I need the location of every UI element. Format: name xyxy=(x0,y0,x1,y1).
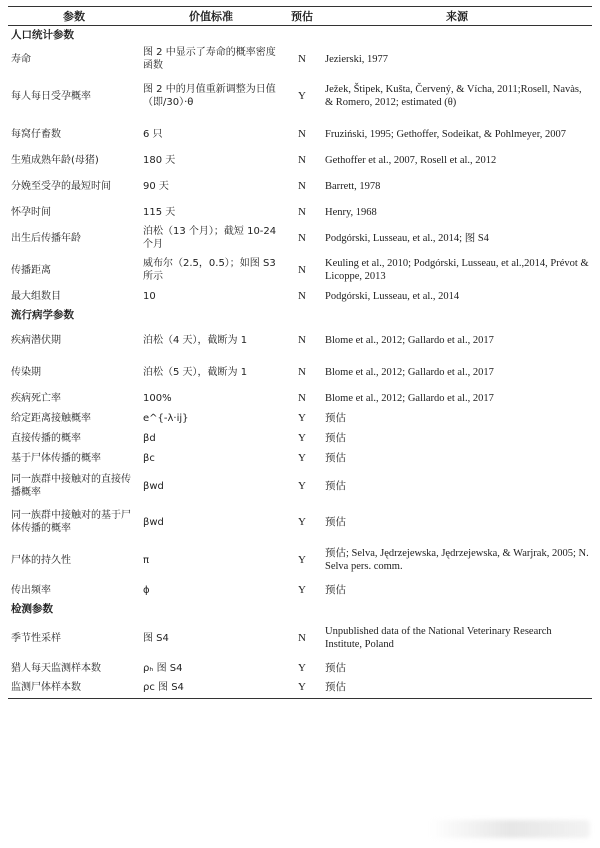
param-cell: 出生后传播年龄 xyxy=(11,232,81,244)
table-row xyxy=(8,118,592,150)
table-row xyxy=(8,540,592,580)
param-cell: 基于尸体传播的概率 xyxy=(11,452,101,464)
source-cell: Blome et al., 2012; Gallardo et al., 2017 xyxy=(325,392,494,404)
estimated-cell: N xyxy=(298,52,306,65)
source-cell: Henry, 1968 xyxy=(325,206,377,218)
source-cell: Unpublished data of the National Veterinary Research Institute, Poland xyxy=(325,626,552,650)
table-body xyxy=(8,26,592,699)
value-cell: βwd xyxy=(143,516,164,528)
table-row xyxy=(8,504,592,540)
value-cell: 10 xyxy=(143,290,156,302)
table-row xyxy=(8,408,592,428)
source-cell: 预估 xyxy=(325,516,346,528)
table-row xyxy=(8,678,592,698)
value-cell: 图 2 中显示了寿命的概率密度函数 xyxy=(143,47,276,71)
param-cell: 直接传播的概率 xyxy=(11,432,81,444)
param-cell: 尸体的持久性 xyxy=(11,554,71,566)
param-cell: 寿命 xyxy=(11,53,31,65)
section-header-row xyxy=(8,600,592,618)
value-cell: ρc 图 S4 xyxy=(140,678,282,698)
value-cell: e^{-λ·ij} xyxy=(143,412,189,424)
source-cell: 预估; Selva, Jędrzejewska, Jędrzejewska, & Warjrak, 2005; N. Selva pers. comm. xyxy=(325,548,589,572)
value-cell: βd xyxy=(143,432,156,444)
value-cell: 图 S4 xyxy=(143,632,169,644)
param-cell: 猎人每天监测样本数 xyxy=(11,662,101,674)
source-cell: Jezierski, 1977 xyxy=(325,53,388,65)
source-cell: Podgórski, Lusseau, et al., 2014; 图 S4 xyxy=(325,232,489,244)
value-cell: 泊松（4 天），截断为 1 xyxy=(143,334,248,346)
param-cell: 分娩至受孕的最短时间 xyxy=(11,180,111,192)
source-cell: 预估 xyxy=(325,662,346,674)
estimated-cell: Y xyxy=(298,515,306,528)
table-row xyxy=(8,74,592,118)
section-title: 人口统计参数 xyxy=(11,29,74,41)
blurred-watermark xyxy=(430,820,590,838)
source-cell: Fruziński, 1995; Gethoffer, Sodeikat, & Pohlmeyer, 2007 xyxy=(325,128,567,140)
value-cell: 90 天 xyxy=(143,180,169,192)
value-cell: 威布尔（2.5，0.5）；如图 S3 所示 xyxy=(143,258,276,282)
table-header-row xyxy=(8,7,592,26)
source-cell: 预估 xyxy=(325,412,346,424)
value-cell: 6 只 xyxy=(143,128,163,140)
parameter-table-document xyxy=(8,6,592,699)
estimated-cell: Y xyxy=(298,661,306,674)
table-row xyxy=(8,618,592,658)
param-cell: 监测尸体样本数 xyxy=(8,678,140,698)
section-header-row xyxy=(8,26,592,45)
source-cell: 预估 xyxy=(325,480,346,492)
estimated-cell: N xyxy=(298,365,306,378)
estimated-cell: Y xyxy=(298,583,306,596)
param-cell: 传出频率 xyxy=(11,584,51,596)
estimated-cell: N xyxy=(298,179,306,192)
param-cell: 季节性采样 xyxy=(11,632,61,644)
section-header-row xyxy=(8,306,592,324)
table-row xyxy=(8,202,592,222)
header-source: 来源 xyxy=(322,7,592,26)
section-title: 流行病学参数 xyxy=(11,309,74,321)
header-value: 价值标准 xyxy=(140,7,282,26)
table-row xyxy=(8,448,592,468)
table-row xyxy=(8,468,592,504)
header-estimated: 预估 xyxy=(282,7,322,26)
source-cell: Podgórski, Lusseau, et al., 2014 xyxy=(325,290,460,302)
estimated-cell: N xyxy=(298,391,306,404)
table-row xyxy=(8,388,592,408)
estimated-cell: N xyxy=(298,231,306,244)
param-cell: 给定距离接触概率 xyxy=(11,412,91,424)
value-cell: βc xyxy=(143,452,155,464)
param-cell: 传染期 xyxy=(11,366,41,378)
param-cell: 同一族群中接触对的直接传播概率 xyxy=(11,474,131,498)
table-row xyxy=(8,170,592,202)
param-cell: 传播距离 xyxy=(11,264,51,276)
section-title: 检测参数 xyxy=(11,603,53,615)
estimated-cell: Y xyxy=(298,451,306,464)
table-row xyxy=(8,254,592,286)
table-row xyxy=(8,150,592,170)
value-cell: π xyxy=(143,554,150,566)
table-row xyxy=(8,580,592,600)
value-cell: 泊松（13 个月）；截短 10-24 个月 xyxy=(143,226,277,250)
estimated-cell: N xyxy=(298,263,306,276)
source-cell: 预估 xyxy=(325,452,346,464)
param-cell: 每人每日受孕概率 xyxy=(11,90,91,102)
estimated-cell: N xyxy=(298,153,306,166)
source-cell: 预估 xyxy=(325,432,346,444)
estimated-cell: Y xyxy=(298,411,306,424)
estimated-cell: N xyxy=(298,289,306,302)
param-cell: 怀孕时间 xyxy=(11,206,51,218)
estimated-cell: Y xyxy=(298,553,306,566)
estimated-cell: N xyxy=(298,631,306,644)
value-cell: 泊松（5 天），截断为 1 xyxy=(143,366,248,378)
value-cell: ρₕ 图 S4 xyxy=(143,662,183,674)
table-row xyxy=(8,286,592,306)
value-cell: 115 天 xyxy=(143,206,176,218)
table-row xyxy=(8,44,592,74)
table-row xyxy=(8,658,592,678)
parameter-table xyxy=(8,6,592,699)
value-cell: 100% xyxy=(143,392,172,404)
param-cell: 疾病死亡率 xyxy=(11,392,61,404)
table-row xyxy=(8,428,592,448)
value-cell: βwd xyxy=(143,480,164,492)
estimated-cell: N xyxy=(298,333,306,346)
source-cell: Gethoffer et al., 2007, Rosell et al., 2012 xyxy=(325,154,497,166)
source-cell: 预估 xyxy=(322,678,592,698)
param-cell: 同一族群中接触对的基于尸体传播的概率 xyxy=(11,510,131,534)
value-cell: 180 天 xyxy=(143,154,176,166)
source-cell: Barrett, 1978 xyxy=(325,180,381,192)
param-cell: 生殖成熟年龄(母猪) xyxy=(11,154,99,166)
table-row xyxy=(8,356,592,388)
source-cell: Keuling et al., 2010; Podgórski, Lusseau, et al.,2014, Prévot & Licoppe, 2013 xyxy=(325,258,589,282)
source-cell: Blome et al., 2012; Gallardo et al., 2017 xyxy=(325,366,494,378)
source-cell: Ježek, Štipek, Kušta, Červený, & Vícha, 2011;Rosell, Navàs, & Romero, 2012; estimated (θ) xyxy=(325,84,582,108)
param-cell: 每窝仔畜数 xyxy=(11,128,61,140)
source-cell: 预估 xyxy=(325,584,346,596)
estimated-cell: Y xyxy=(298,431,306,444)
param-cell: 最大组数目 xyxy=(11,290,61,302)
estimated-cell: Y xyxy=(298,479,306,492)
estimated-cell: Y xyxy=(298,89,306,102)
header-param: 参数 xyxy=(8,7,140,26)
value-cell: ϕ xyxy=(143,584,150,596)
value-cell: 图 2 中的月值重新调整为日值（即/30）·θ xyxy=(143,84,276,108)
table-row xyxy=(8,324,592,356)
param-cell: 疾病潜伏期 xyxy=(11,334,61,346)
table-row xyxy=(8,222,592,254)
estimated-cell: N xyxy=(298,205,306,218)
estimated-cell: Y xyxy=(282,678,322,698)
estimated-cell: N xyxy=(298,127,306,140)
source-cell: Blome et al., 2012; Gallardo et al., 2017 xyxy=(325,334,494,346)
